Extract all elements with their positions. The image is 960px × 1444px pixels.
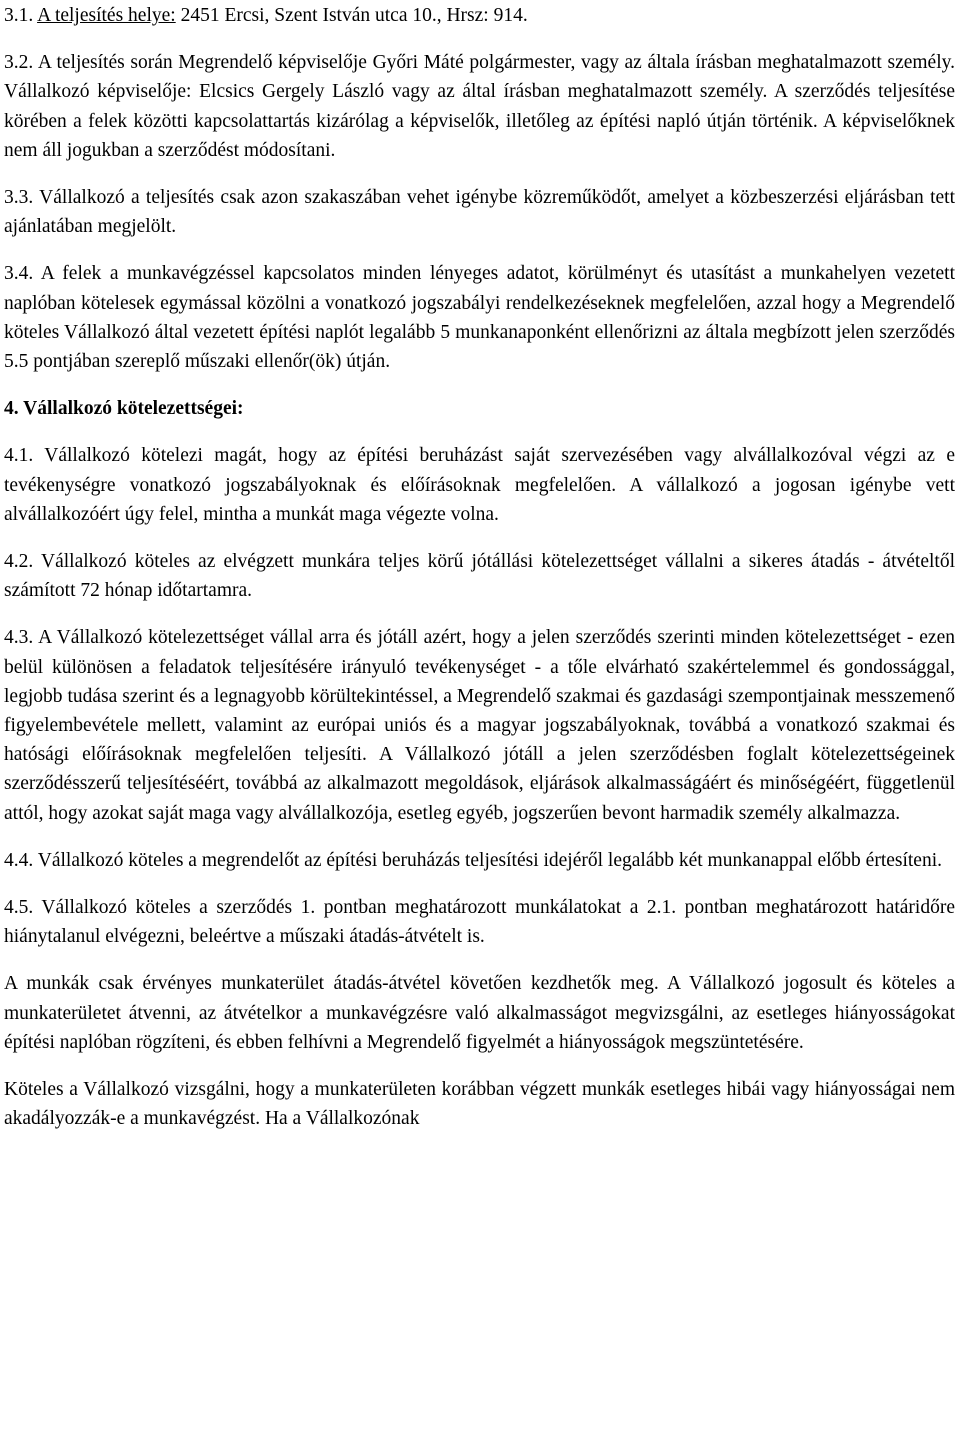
paragraph-koteles: Köteles a Vállalkozó vizsgálni, hogy a munkaterületen korábban végzett munkák esetleges hibái vagy hiányosságai nem akadályozzák-e a munkavégzést. Ha a Vállalkozónak (4, 1079, 955, 1130)
paragraph-3-2: 3.2. A teljesítés során Megrendelő képviselője Győri Máté polgármester, vagy az általa írásban meghatalmazott személy. Vállalkozó képviselője: Elcsics Gergely László vagy az által írásban meghatalmazott személy. A szerződés teljesítése körében a felek közötti kapcsolattartás kizárólag a képviselők, illetőleg az építési napló útján történik. A képviselőknek nem áll jogukban a szerződést módosítani. (4, 52, 955, 161)
paragraph-3-4: 3.4. A felek a munkavégzéssel kapcsolatos minden lényeges adatot, körülményt és utasítást a munkahelyen vezetett naplóban kötelesek egymással közölni a vonatkozó jogszabályi rendelkezéseknek megfelelően, azzal hogy a Megrendelő köteles Vállalkozó által vezetett építési naplót legalább 5 munkanaponként ellenőrizni az általa megbízott jelen szerződés 5.5 pontjában szereplő műszaki ellenőr(ök) útján. (4, 263, 955, 373)
paragraph-4-2: 4.2. Vállalkozó köteles az elvégzett munkára teljes körű jótállási kötelezettséget vállalni a sikeres átadás - átvételtől számított 72 hónap időtartamra. (4, 551, 955, 602)
paragraph-4-5: 4.5. Vállalkozó köteles a szerződés 1. pontban meghatározott munkálatokat a 2.1. pontban meghatározott határidőre hiánytalanul elvégezni, beleértve a műszaki átadás-átvételt is. (4, 897, 955, 948)
underlined-label: A teljesítés helye: (37, 5, 176, 26)
paragraph-3-3: 3.3. Vállalkozó a teljesítés csak azon szakaszában vehet igénybe közreműködőt, amelyet a közbeszerzési eljárásban tett ajánlatában megjelölt. (4, 187, 955, 238)
paragraph-4-1: 4.1. Vállalkozó kötelezi magát, hogy az építési beruházást saját szervezésében vagy alvállalkozóval végzi az e tevékenységre vonatkozó jogszabályoknak és előírásoknak megfelelően. A vállalkozó a jogosan igénybe vett alvállalkozóért úgy felel, mintha a munkát maga végezte volna. (4, 445, 955, 525)
paragraph-3-1 (4, 1, 955, 30)
paragraph-4-3: 4.3. A Vállalkozó kötelezettséget vállal arra és jótáll azért, hogy a jelen szerződés szerinti minden kötelezettséget - ezen belül különösen a feladatok teljesítésére irányuló tevékenységet - a tőle elvárható szakértelemmel és gondossággal, legjobb tudása szerint és a legnagyobb körültekintéssel, a Megrendelő szakmai és gazdasági szempontjainak messzemenő figyelembevétele mellett, valamint az európai uniós és a magyar jogszabályoknak, továbbá a vonatkozó szakmai és hatósági előírásoknak megfelelően teljesíti. A Vállalkozó jótáll a jelen szerződésben foglalt kötelezettségeinek szerződésszerű teljesítéséért, továbbá az alkalmazott megoldások, eljárások alkalmasságáért és minőségéért, függetlenül attól, hogy azokat saját maga vagy alvállalkozója, esetleg egyéb, jogszerűen bevont harmadik személy alkalmazza. (4, 627, 955, 824)
section-number-3-1: 3.1. (4, 5, 34, 26)
paragraph-4-4: 4.4. Vállalkozó köteles a megrendelőt az építési beruházás teljesítési idejéről legalább két munkanappal előbb értesíteni. (4, 849, 943, 871)
paragraph-3-1-text: 2451 Ercsi, Szent István utca 10., Hrsz: 914. (175, 5, 528, 26)
paragraph-munkak: A munkák csak érvényes munkaterület átadás-átvétel követően kezdhetők meg. A Vállalkozó jogosult és köteles a munkaterületet átvenni, az átvételkor a munkavégzésre való alkalmasságot megvizsgálni, az esetleges hiányosságokat építési naplóban rögzíteni, és ebben felhívni a Megrendelő figyelmét a hiányosságok megszüntetésére. (4, 973, 955, 1053)
document-page (4, 0, 955, 1134)
section-4-heading: 4. Vállalkozó kötelezettségei: (4, 398, 244, 420)
